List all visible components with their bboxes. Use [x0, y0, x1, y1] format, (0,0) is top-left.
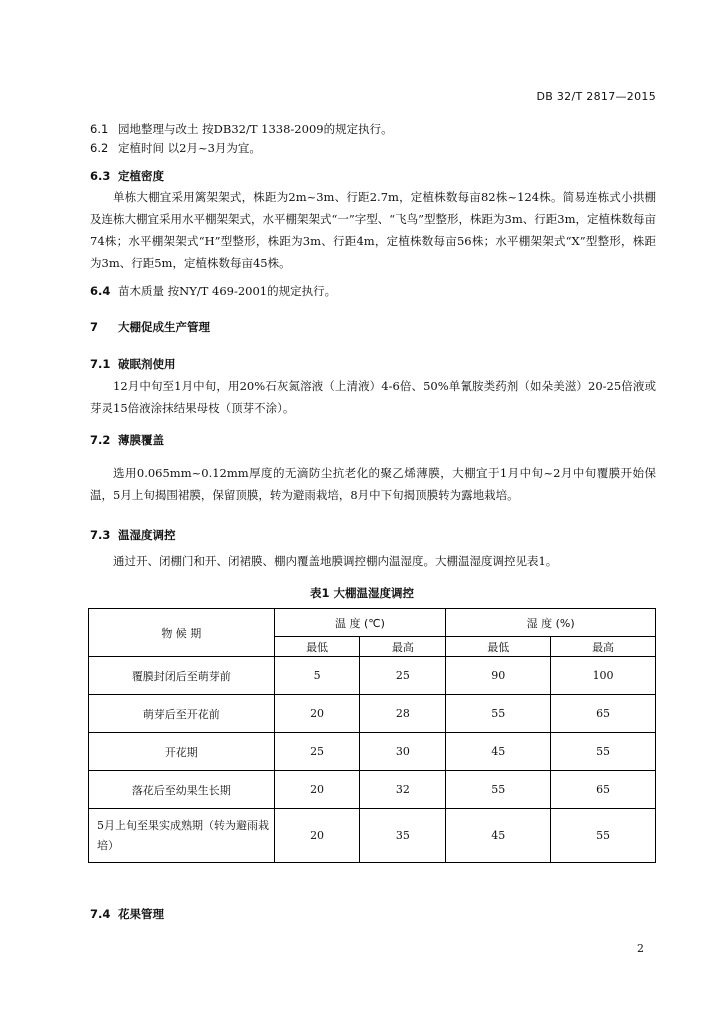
clause-6-2 — [90, 140, 261, 156]
heading-number: 7.3 — [90, 528, 111, 542]
table-caption: 表1 大棚温湿度调控 — [309, 586, 414, 600]
paragraph-text: 通过开、闭棚门和开、闭裙膜、棚内覆盖地膜调控棚内温湿度。大棚温湿度调控见表1。 — [113, 554, 558, 568]
heading-7-2 — [90, 432, 164, 448]
paragraph-text: 单栋大棚宜采用篱架架式，株距为2m~3m、行距2.7m，定植株数每亩82株~124株。简易连栋式小拱棚及连栋大棚宜采用水平棚架架式，水平棚架架式“一”字型、“飞鸟”型整形，株距为3m、行距3m，定植株数每亩74株；水平棚架架式“H”型整形，株距为3m、行距4m，定植株数每亩56株；水平棚架架式“X”型整形，株距为3m、行距5m，定植株数每亩45株。 — [90, 190, 656, 270]
heading-number: 6.3 — [90, 169, 111, 183]
heading-number: 7.2 — [90, 433, 111, 447]
cell-temp-min: 20 — [274, 809, 360, 863]
paragraph-text: 12月中旬至1月中旬，用20%石灰氮溶液（上清液）4-6倍、50%单氰胺类药剂（如朵美滋）20-25倍液或芽灵15倍液涂抹结果母枝（顶芽不涂）。 — [90, 379, 656, 415]
standard-code-header: DB 32/T 2817—2015 — [536, 90, 656, 103]
cell-hum-max: 65 — [551, 771, 656, 809]
clause-6-1 — [90, 121, 393, 137]
cell-hum-min: 55 — [446, 771, 551, 809]
page-number: 2 — [637, 942, 644, 955]
cell-temp-max: 35 — [360, 809, 446, 863]
cell-temp-max: 32 — [360, 771, 446, 809]
cell-hum-min: 45 — [446, 733, 551, 771]
paragraph-temp-humidity — [90, 550, 656, 572]
header-hum-max: 最高 — [551, 637, 656, 657]
heading-number: 7.4 — [90, 907, 111, 921]
temp-humidity-table — [88, 608, 656, 863]
cell-stage: 落花后至幼果生长期 — [89, 771, 275, 809]
header-temp-max: 最高 — [360, 637, 446, 657]
cell-hum-min: 45 — [446, 809, 551, 863]
cell-hum-min: 55 — [446, 695, 551, 733]
paragraph-film-covering — [90, 462, 656, 506]
heading-7-3 — [90, 527, 176, 543]
heading-title: 定植密度 — [118, 169, 164, 183]
cell-temp-max: 28 — [360, 695, 446, 733]
heading-7-4 — [90, 906, 164, 922]
heading-number: 7.1 — [90, 357, 111, 371]
paragraph-planting-density — [90, 186, 656, 274]
clause-text: 园地整理与改土 按DB32/T 1338-2009的规定执行。 — [118, 122, 393, 136]
paragraph-dormancy-breaker — [90, 375, 656, 419]
table-row — [89, 771, 656, 809]
heading-number: 7 — [90, 320, 99, 334]
heading-title: 破眠剂使用 — [118, 357, 176, 371]
header-temp-min: 最低 — [274, 637, 360, 657]
cell-temp-max: 25 — [360, 657, 446, 695]
heading-title: 温湿度调控 — [118, 528, 176, 542]
cell-stage: 5月上旬至果实成熟期（转为避雨栽培） — [89, 809, 275, 863]
cell-stage: 覆膜封闭后至萌芽前 — [89, 657, 275, 695]
table-row — [89, 809, 656, 863]
cell-hum-max: 65 — [551, 695, 656, 733]
clause-number: 6.1 — [90, 122, 109, 136]
cell-stage: 萌芽后至开花前 — [89, 695, 275, 733]
header-hum-min: 最低 — [446, 637, 551, 657]
header-temperature: 温 度 (℃) — [274, 609, 446, 637]
header-stage: 物 候 期 — [89, 609, 275, 657]
table-row — [89, 695, 656, 733]
cell-hum-max: 100 — [551, 657, 656, 695]
header-humidity: 湿 度 (%) — [446, 609, 656, 637]
heading-7 — [90, 319, 210, 335]
cell-hum-max: 55 — [551, 733, 656, 771]
clause-6-4 — [90, 283, 336, 299]
cell-hum-min: 90 — [446, 657, 551, 695]
clause-text: 定植时间 以2月~3月为宜。 — [118, 141, 261, 155]
cell-temp-min: 20 — [274, 771, 360, 809]
heading-6-3 — [90, 168, 164, 184]
clause-text: 苗木质量 按NY/T 469-2001的规定执行。 — [118, 284, 337, 298]
heading-title: 薄膜覆盖 — [118, 433, 164, 447]
cell-temp-max: 30 — [360, 733, 446, 771]
cell-hum-max: 55 — [551, 809, 656, 863]
clause-number: 6.4 — [90, 284, 111, 298]
cell-temp-min: 20 — [274, 695, 360, 733]
heading-title: 花果管理 — [118, 907, 164, 921]
heading-7-1 — [90, 356, 176, 372]
table-row — [89, 733, 656, 771]
cell-stage: 开花期 — [89, 733, 275, 771]
cell-temp-min: 5 — [274, 657, 360, 695]
paragraph-text: 选用0.065mm~0.12mm厚度的无滴防尘抗老化的聚乙烯薄膜，大棚宜于1月中旬~2月中旬覆膜开始保温，5月上旬揭围裙膜，保留顶膜，转为避雨栽培，8月中下旬揭顶膜转为露地栽培。 — [90, 466, 656, 502]
clause-number: 6.2 — [90, 141, 109, 155]
heading-title: 大棚促成生产管理 — [118, 320, 210, 334]
cell-temp-min: 25 — [274, 733, 360, 771]
table-row — [89, 657, 656, 695]
